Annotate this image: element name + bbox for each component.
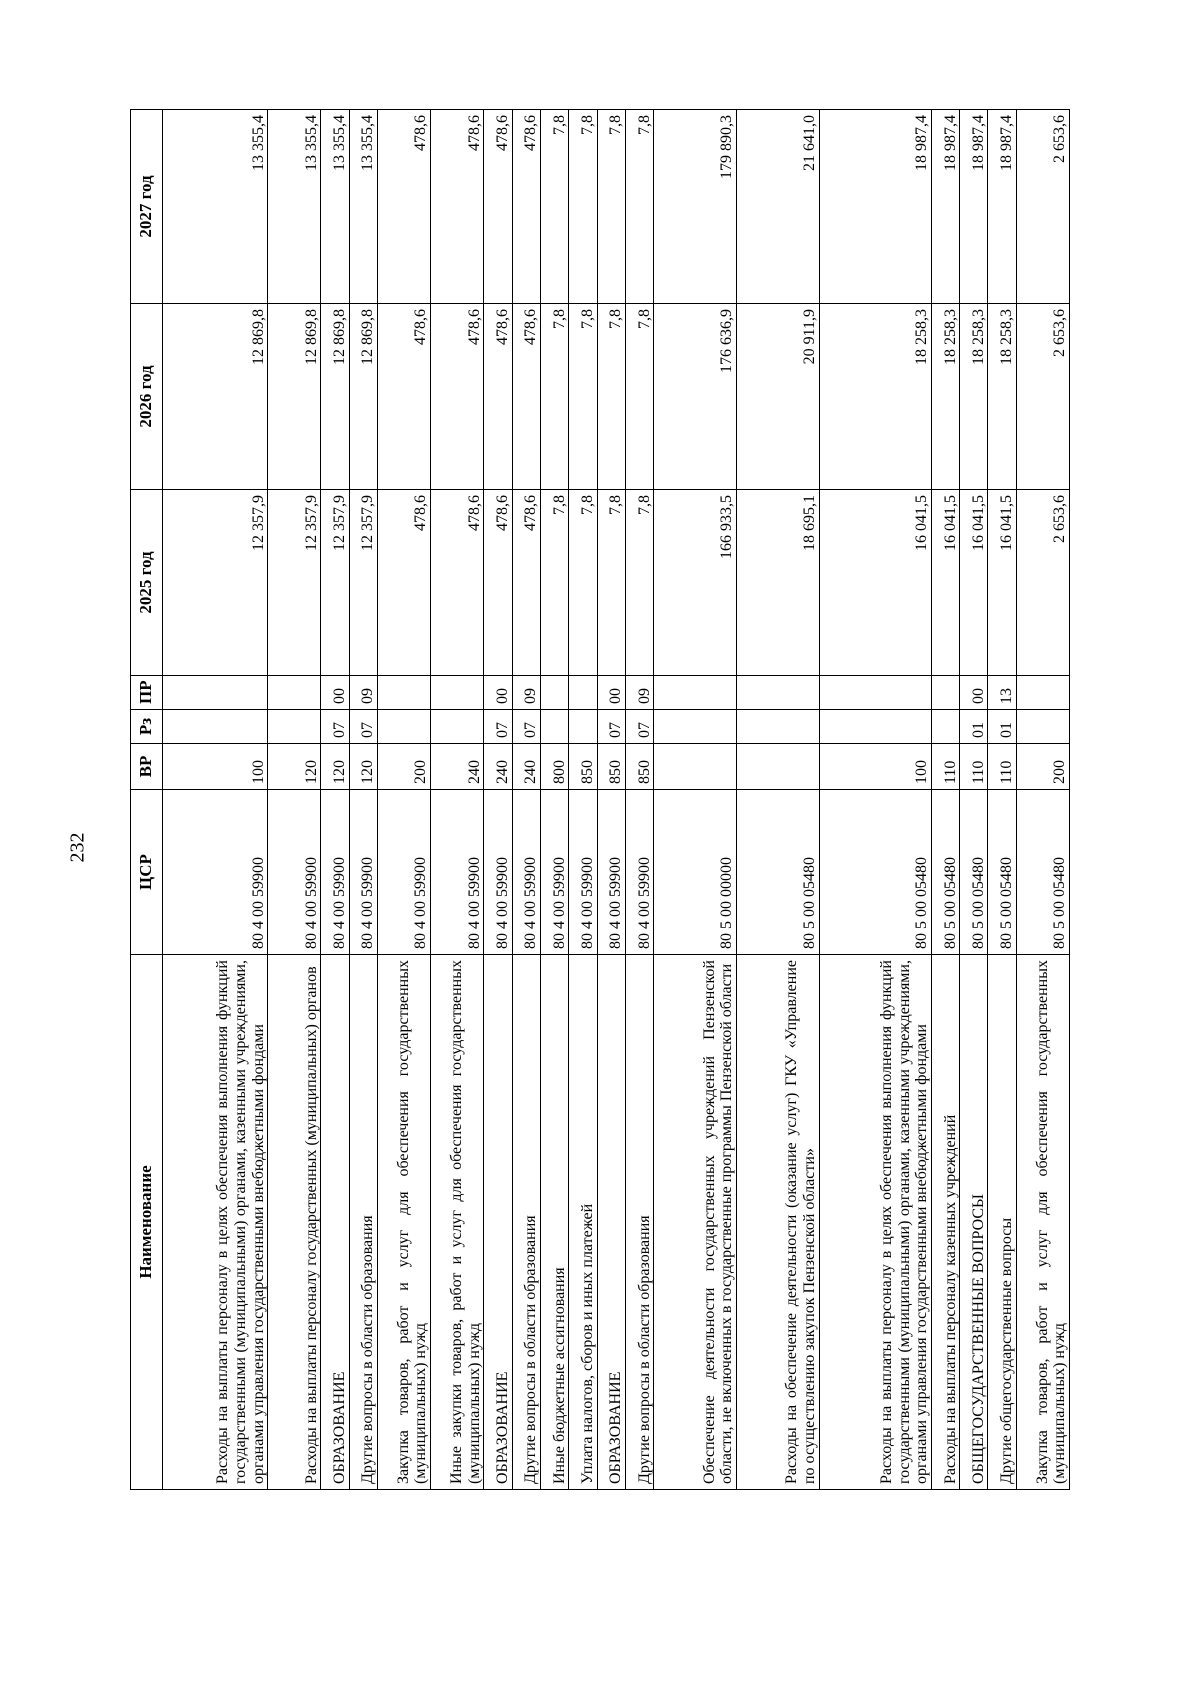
cell-2027: 7,8 (625, 110, 653, 304)
cell-pr (931, 676, 959, 710)
header-vr: ВР (131, 744, 163, 790)
cell-2025: 7,8 (540, 490, 568, 676)
cell-pr: 09 (512, 676, 540, 710)
cell-name: Закупка товаров, работ и услуг для обеспечения государственных (муниципальных) нужд (377, 955, 430, 1490)
table-row (960, 110, 988, 1490)
cell-csr: 80 5 00 05480 (960, 790, 988, 955)
table-row (431, 110, 484, 1490)
cell-name: Расходы на выплаты персоналу в целях обеспечения выполнения функций государственными (муниципальными) органами, казенными учреждениями, органами управления государственными внебюджетными фондами (819, 955, 931, 1490)
cell-pr: 00 (484, 676, 512, 710)
cell-name: ОБРАЗОВАНИЕ (597, 955, 625, 1490)
cell-rz: 01 (960, 710, 988, 744)
cell-csr: 80 4 00 59900 (377, 790, 430, 955)
cell-2025: 12 357,9 (163, 490, 268, 676)
cell-rz (377, 710, 430, 744)
cell-pr (819, 676, 931, 710)
cell-csr: 80 4 00 59900 (597, 790, 625, 955)
cell-pr: 00 (321, 676, 349, 710)
cell-name: Другие общегосударственные вопросы (988, 955, 1016, 1490)
table-row (512, 110, 540, 1490)
cell-2026: 12 869,8 (321, 304, 349, 490)
cell-2027: 7,8 (569, 110, 597, 304)
cell-2026: 7,8 (540, 304, 568, 490)
page-number: 232 (66, 832, 89, 863)
header-pr: ПР (131, 676, 163, 710)
cell-vr (736, 744, 819, 790)
cell-name: Расходы на обеспечение деятельности (оказание услуг) ГКУ «Управление по осуществлению закупок Пензенской области» (736, 955, 819, 1490)
cell-2025: 12 357,9 (268, 490, 321, 676)
table-row (163, 110, 268, 1490)
cell-name: Расходы на выплаты персоналу в целях обеспечения выполнения функций государственными (муниципальными) органами, казенными учреждениями, органами управления государственными внебюджетными фондами (163, 955, 268, 1490)
cell-2026: 7,8 (625, 304, 653, 490)
cell-vr: 120 (268, 744, 321, 790)
cell-2027: 478,6 (512, 110, 540, 304)
cell-rz: 07 (321, 710, 349, 744)
cell-vr: 110 (988, 744, 1016, 790)
cell-pr (540, 676, 568, 710)
cell-csr: 80 4 00 59900 (625, 790, 653, 955)
cell-vr: 240 (484, 744, 512, 790)
cell-2026: 12 869,8 (163, 304, 268, 490)
cell-2026: 478,6 (512, 304, 540, 490)
cell-2025: 16 041,5 (931, 490, 959, 676)
cell-name: ОБЩЕГОСУДАРСТВЕННЫЕ ВОПРОСЫ (960, 955, 988, 1490)
cell-2027: 13 355,4 (163, 110, 268, 304)
cell-rz (819, 710, 931, 744)
cell-2025: 18 695,1 (736, 490, 819, 676)
cell-rz (268, 710, 321, 744)
cell-2026: 18 258,3 (988, 304, 1016, 490)
cell-csr: 80 4 00 59900 (268, 790, 321, 955)
table-row (1016, 110, 1069, 1490)
cell-2026: 176 636,9 (654, 304, 737, 490)
cell-2025: 16 041,5 (988, 490, 1016, 676)
cell-2026: 478,6 (377, 304, 430, 490)
cell-2025: 166 933,5 (654, 490, 737, 676)
cell-2027: 18 987,4 (960, 110, 988, 304)
header-rz: Рз (131, 710, 163, 744)
header-csr: ЦСР (131, 790, 163, 955)
cell-2027: 478,6 (484, 110, 512, 304)
table-row (931, 110, 959, 1490)
cell-2027: 7,8 (597, 110, 625, 304)
cell-2025: 7,8 (597, 490, 625, 676)
cell-name: Расходы на выплаты персоналу казенных учреждений (931, 955, 959, 1490)
header-row (131, 110, 163, 1490)
cell-pr (268, 676, 321, 710)
cell-rz: 01 (988, 710, 1016, 744)
cell-2027: 478,6 (377, 110, 430, 304)
cell-2025: 7,8 (569, 490, 597, 676)
cell-rz: 07 (597, 710, 625, 744)
cell-csr: 80 4 00 59900 (321, 790, 349, 955)
cell-vr: 240 (512, 744, 540, 790)
table-row (736, 110, 819, 1490)
cell-rz: 07 (484, 710, 512, 744)
cell-pr (1016, 676, 1069, 710)
cell-vr: 110 (960, 744, 988, 790)
cell-2025: 7,8 (625, 490, 653, 676)
cell-vr: 110 (931, 744, 959, 790)
cell-rz: 07 (512, 710, 540, 744)
cell-2025: 478,6 (431, 490, 484, 676)
cell-2025: 12 357,9 (321, 490, 349, 676)
cell-pr (736, 676, 819, 710)
cell-vr: 100 (163, 744, 268, 790)
table-row (321, 110, 349, 1490)
cell-2025: 16 041,5 (819, 490, 931, 676)
table-row (597, 110, 625, 1490)
header-2026: 2026 год (131, 304, 163, 490)
table-row (268, 110, 321, 1490)
cell-rz (431, 710, 484, 744)
cell-csr: 80 4 00 59900 (484, 790, 512, 955)
cell-rz (540, 710, 568, 744)
cell-csr: 80 5 00 00000 (654, 790, 737, 955)
cell-2027: 18 987,4 (931, 110, 959, 304)
cell-rz: 07 (349, 710, 377, 744)
table-row (625, 110, 653, 1490)
cell-pr: 09 (349, 676, 377, 710)
cell-2025: 2 653,6 (1016, 490, 1069, 676)
cell-2026: 478,6 (431, 304, 484, 490)
cell-name: ОБРАЗОВАНИЕ (484, 955, 512, 1490)
cell-csr: 80 5 00 05480 (819, 790, 931, 955)
cell-name: Расходы на выплаты персоналу государственных (муниципальных) органов (268, 955, 321, 1490)
cell-2025: 16 041,5 (960, 490, 988, 676)
cell-2027: 18 987,4 (819, 110, 931, 304)
cell-2027: 7,8 (540, 110, 568, 304)
cell-2027: 179 890,3 (654, 110, 737, 304)
table-row (540, 110, 568, 1490)
cell-name: Другие вопросы в области образования (625, 955, 653, 1490)
cell-rz (736, 710, 819, 744)
table-row (484, 110, 512, 1490)
cell-csr: 80 5 00 05480 (988, 790, 1016, 955)
table-row (569, 110, 597, 1490)
cell-vr: 100 (819, 744, 931, 790)
cell-2026: 7,8 (597, 304, 625, 490)
cell-2027: 2 653,6 (1016, 110, 1069, 304)
cell-csr: 80 5 00 05480 (736, 790, 819, 955)
cell-name: Иные бюджетные ассигнования (540, 955, 568, 1490)
table-row (988, 110, 1016, 1490)
budget-table-container (130, 110, 1070, 1490)
cell-rz (931, 710, 959, 744)
cell-pr: 09 (625, 676, 653, 710)
cell-2027: 13 355,4 (268, 110, 321, 304)
cell-name: ОБРАЗОВАНИЕ (321, 955, 349, 1490)
cell-pr: 00 (597, 676, 625, 710)
cell-vr: 800 (540, 744, 568, 790)
cell-2027: 478,6 (431, 110, 484, 304)
cell-pr (654, 676, 737, 710)
cell-pr: 13 (988, 676, 1016, 710)
header-name: Наименование (131, 955, 163, 1490)
cell-csr: 80 4 00 59900 (431, 790, 484, 955)
cell-vr (654, 744, 737, 790)
cell-2026: 12 869,8 (268, 304, 321, 490)
cell-name: Закупка товаров, работ и услуг для обеспечения государственных (муниципальных) нужд (1016, 955, 1069, 1490)
cell-2027: 21 641,0 (736, 110, 819, 304)
cell-csr: 80 4 00 59900 (540, 790, 568, 955)
cell-rz (1016, 710, 1069, 744)
cell-vr: 120 (321, 744, 349, 790)
cell-csr: 80 4 00 59900 (569, 790, 597, 955)
cell-2027: 18 987,4 (988, 110, 1016, 304)
cell-rz (569, 710, 597, 744)
cell-pr: 00 (960, 676, 988, 710)
table-row (819, 110, 931, 1490)
cell-vr: 240 (431, 744, 484, 790)
cell-vr: 200 (377, 744, 430, 790)
cell-name: Обеспечение деятельности государственных учреждений Пензенской области, не включенных в государственные программы Пензенской области (654, 955, 737, 1490)
header-2025: 2025 год (131, 490, 163, 676)
cell-pr (431, 676, 484, 710)
cell-pr (377, 676, 430, 710)
cell-csr: 80 4 00 59900 (349, 790, 377, 955)
cell-rz: 07 (625, 710, 653, 744)
cell-2026: 18 258,3 (960, 304, 988, 490)
cell-csr: 80 5 00 05480 (1016, 790, 1069, 955)
cell-name: Иные закупки товаров, работ и услуг для обеспечения государственных (муниципальных) нужд (431, 955, 484, 1490)
table-row (654, 110, 737, 1490)
cell-vr: 850 (569, 744, 597, 790)
table-row (349, 110, 377, 1490)
cell-2027: 13 355,4 (321, 110, 349, 304)
cell-vr: 850 (597, 744, 625, 790)
cell-2026: 20 911,9 (736, 304, 819, 490)
cell-name: Уплата налогов, сборов и иных платежей (569, 955, 597, 1490)
header-2027: 2027 год (131, 110, 163, 304)
cell-name: Другие вопросы в области образования (512, 955, 540, 1490)
table-row (377, 110, 430, 1490)
cell-name: Другие вопросы в области образования (349, 955, 377, 1490)
cell-2025: 478,6 (484, 490, 512, 676)
cell-2025: 478,6 (512, 490, 540, 676)
cell-csr: 80 4 00 59900 (512, 790, 540, 955)
cell-2027: 13 355,4 (349, 110, 377, 304)
cell-pr (163, 676, 268, 710)
cell-pr (569, 676, 597, 710)
budget-table (130, 109, 1070, 1490)
cell-vr: 850 (625, 744, 653, 790)
cell-2026: 18 258,3 (931, 304, 959, 490)
cell-vr: 120 (349, 744, 377, 790)
cell-2026: 12 869,8 (349, 304, 377, 490)
cell-2026: 2 653,6 (1016, 304, 1069, 490)
cell-2025: 12 357,9 (349, 490, 377, 676)
cell-2026: 7,8 (569, 304, 597, 490)
cell-vr: 200 (1016, 744, 1069, 790)
cell-csr: 80 4 00 59900 (163, 790, 268, 955)
cell-csr: 80 5 00 05480 (931, 790, 959, 955)
cell-2026: 478,6 (484, 304, 512, 490)
cell-2026: 18 258,3 (819, 304, 931, 490)
cell-rz (654, 710, 737, 744)
cell-rz (163, 710, 268, 744)
cell-2025: 478,6 (377, 490, 430, 676)
